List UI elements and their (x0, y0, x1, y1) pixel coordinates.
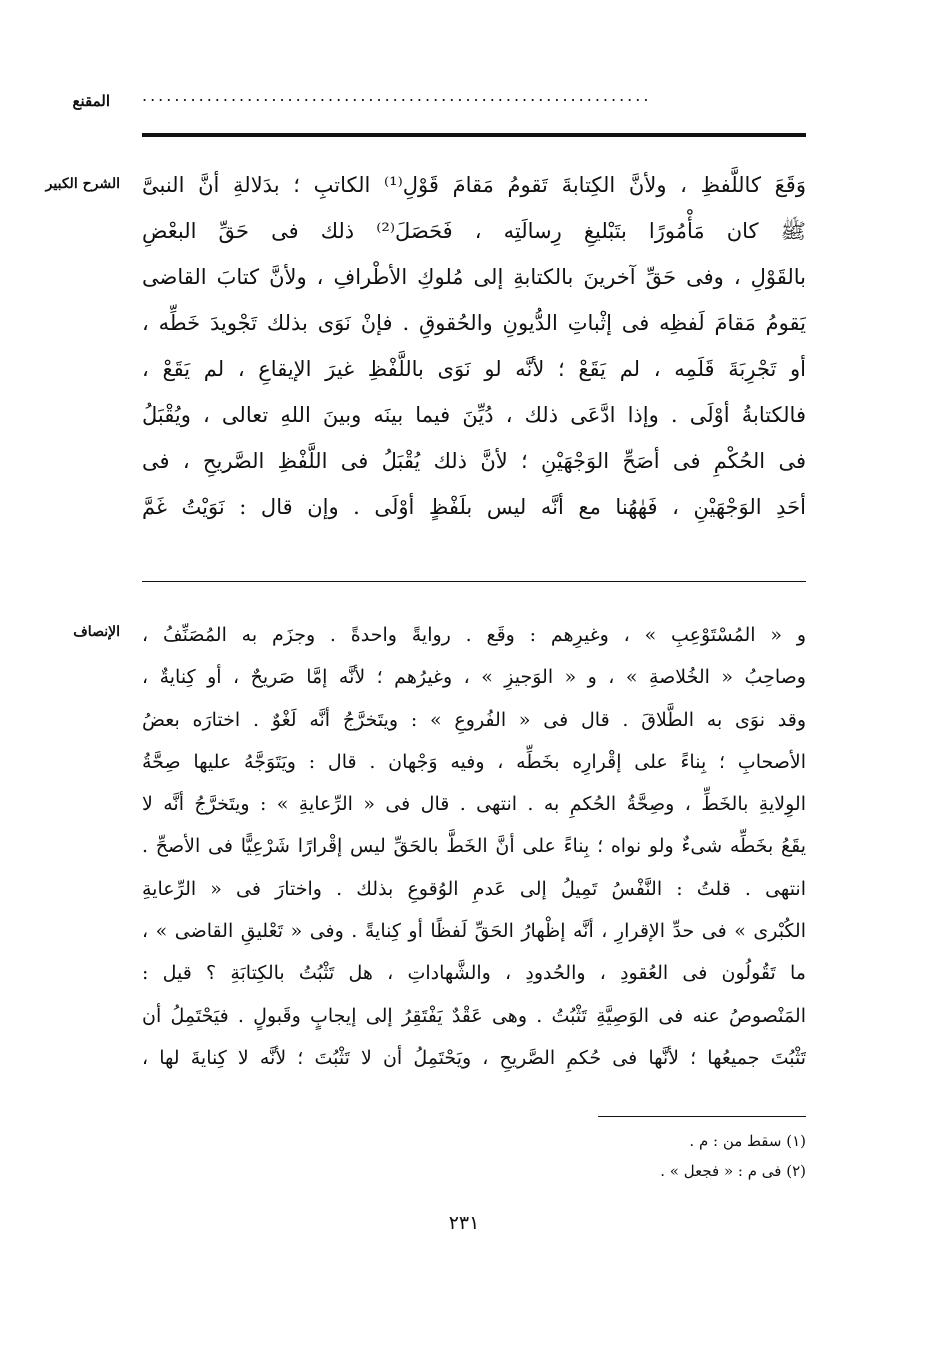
insaf-line: ما تَقُولُون فى العُقودِ ، والحُدودِ ، والشَّهاداتِ ، هل تَثْبُتُ بالكِتابَةِ ؟ قيل : (142, 962, 806, 985)
sharh-line: ﷺ كان مَأْمُورًا بتَبْليغِ رِسالَتِه ، فَحَصَلَ⁽²⁾ ذلك فى حَقِّ البعْضِ (142, 219, 806, 243)
insaf-line: انتهى . قلتُ : النَّفْسُ تَمِيلُ إلى عَدمِ الوُقوعِ بذلك . واختارَ فى « الرِّعايةِ (142, 877, 806, 900)
header-dotted-leader: ............................................................... (142, 86, 652, 105)
insaf-line: تَثْبُتَ جميعُها ؛ لأنَّها فى حُكمِ الصَّريحِ ، ويَحْتَمِلُ أن لا تَثْبُتَ ؛ لأنَّه لا كِنايةَ لها ، (142, 1046, 806, 1069)
insaf-line: و « المُسْتَوْعِبِ » ، وغيرِهم : وقَع . روايةً واحدةً . وجزَم به المُصَنِّفُ ، (142, 624, 806, 646)
insaf-text (142, 614, 806, 1079)
footnote-rule (598, 1116, 806, 1117)
insaf-line: الأصحابِ ؛ بِناءً على إقْرارِه بخَطِّه ، وفيه وَجْهان . قال : ويَتَوَجَّهُ عليها صِحَّةُ (142, 750, 806, 773)
book-title: المقنع (72, 92, 110, 110)
insaf-line: وصاحِبُ « الخُلاصةِ » ، و « الوَجيزِ » ، وغيرُهم ؛ لأنَّه إمَّا صَريحٌ ، أو كِنايةٌ ، (142, 666, 806, 689)
sharh-line: وَقَعَ كاللَّفظِ ، ولأنَّ الكِتابةَ تَقومُ مَقامَ قَوْلِ⁽¹⁾ الكاتبِ ؛ بدَلالةِ أنَّ النبىَّ (142, 173, 806, 197)
insaf-line: الكُبْرى » فى حدِّ الإقرارِ ، أنَّه إظْهارُ الحَقِّ لَفظًا أو كِنايةً . وفى « تَعْليقِ القاضى » ، (142, 920, 806, 943)
footnote: (٢) فى م : « فجعل » . (660, 1162, 806, 1180)
sharh-text (142, 162, 806, 530)
footnote: (١) سقط من : م . (689, 1132, 806, 1150)
page-number: ٢٣١ (448, 1212, 480, 1234)
sharh-line: يَقومُ مَقامَ لَفظِه فى إثْباتِ الدُّيونِ والحُقوقِ . فإنْ نَوَى بذلك تَجْويدَ خَطِّه ، (142, 311, 806, 335)
sharh-line: أو تَجْرِبَةَ قَلَمِه ، لم يَقَعْ ؛ لأنَّه لو نَوَى باللَّفْظِ غيرَ الإيقاعِ ، لم يَقَعْ ، (142, 357, 806, 381)
sharh-line: فى الحُكْمِ فى أصَحِّ الوَجْهَيْنِ ؛ لأنَّ ذلك يُقْبَلُ فى اللَّفْظِ الصَّريحِ ، فى (142, 449, 806, 473)
sharh-line: بالقَوْلِ ، وفى حَقِّ آخرينَ بالكتابةِ إلى مُلوكِ الأطْرافِ ، ولأنَّ كتابَ القاضى (142, 265, 806, 289)
sharh-line: فالكتابةُ أوْلَى . وإذا ادَّعَى ذلك ، دُيِّنَ فيما بينَه وبينَ اللهِ تعالى ، ويُقْبَلُ (142, 403, 806, 427)
insaf-line: يقَعُ بخَطِّه شىءٌ ولو نواه ؛ بِناءً على أنَّ الخَطَّ بالحَقِّ ليس إقْرارًا شَرْعِيًّا فى الأصحِّ . (142, 835, 806, 858)
insaf-line: الوِلايةِ بالخَطِّ ، وصِحَّةُ الحُكمِ به . انتهى . قال فى « الرِّعايةِ » : ويتَخرَّجُ أنَّه لا (142, 793, 806, 816)
section-label-insaf: الإنصاف (73, 624, 120, 640)
section-divider (142, 581, 806, 582)
insaf-line: المَنْصوصُ عنه فى الوَصِيَّةِ تَثْبُتُ . وهى عَقْدٌ يَفْتَقِرُ إلى إيجابٍ وقَبولٍ . فيَحْتَمِلُ أن (142, 1004, 806, 1027)
section-label-sharh: الشرح الكبير (45, 176, 120, 192)
header-rule (142, 133, 806, 137)
insaf-line: وقد نوَى به الطَّلاقَ . قال فى « الفُروعِ » : ويتَخرَّجُ أنَّه لَغْوٌ . اختارَه بعضُ (142, 708, 806, 731)
footnotes (500, 1126, 806, 1186)
sharh-line: أحَدِ الوَجْهَيْنِ ، فَهٰهُنا مع أنَّه ليس بلَفْظٍ أوْلَى . وإن قال : نَوَيْتُ غَمَّ (142, 495, 806, 519)
